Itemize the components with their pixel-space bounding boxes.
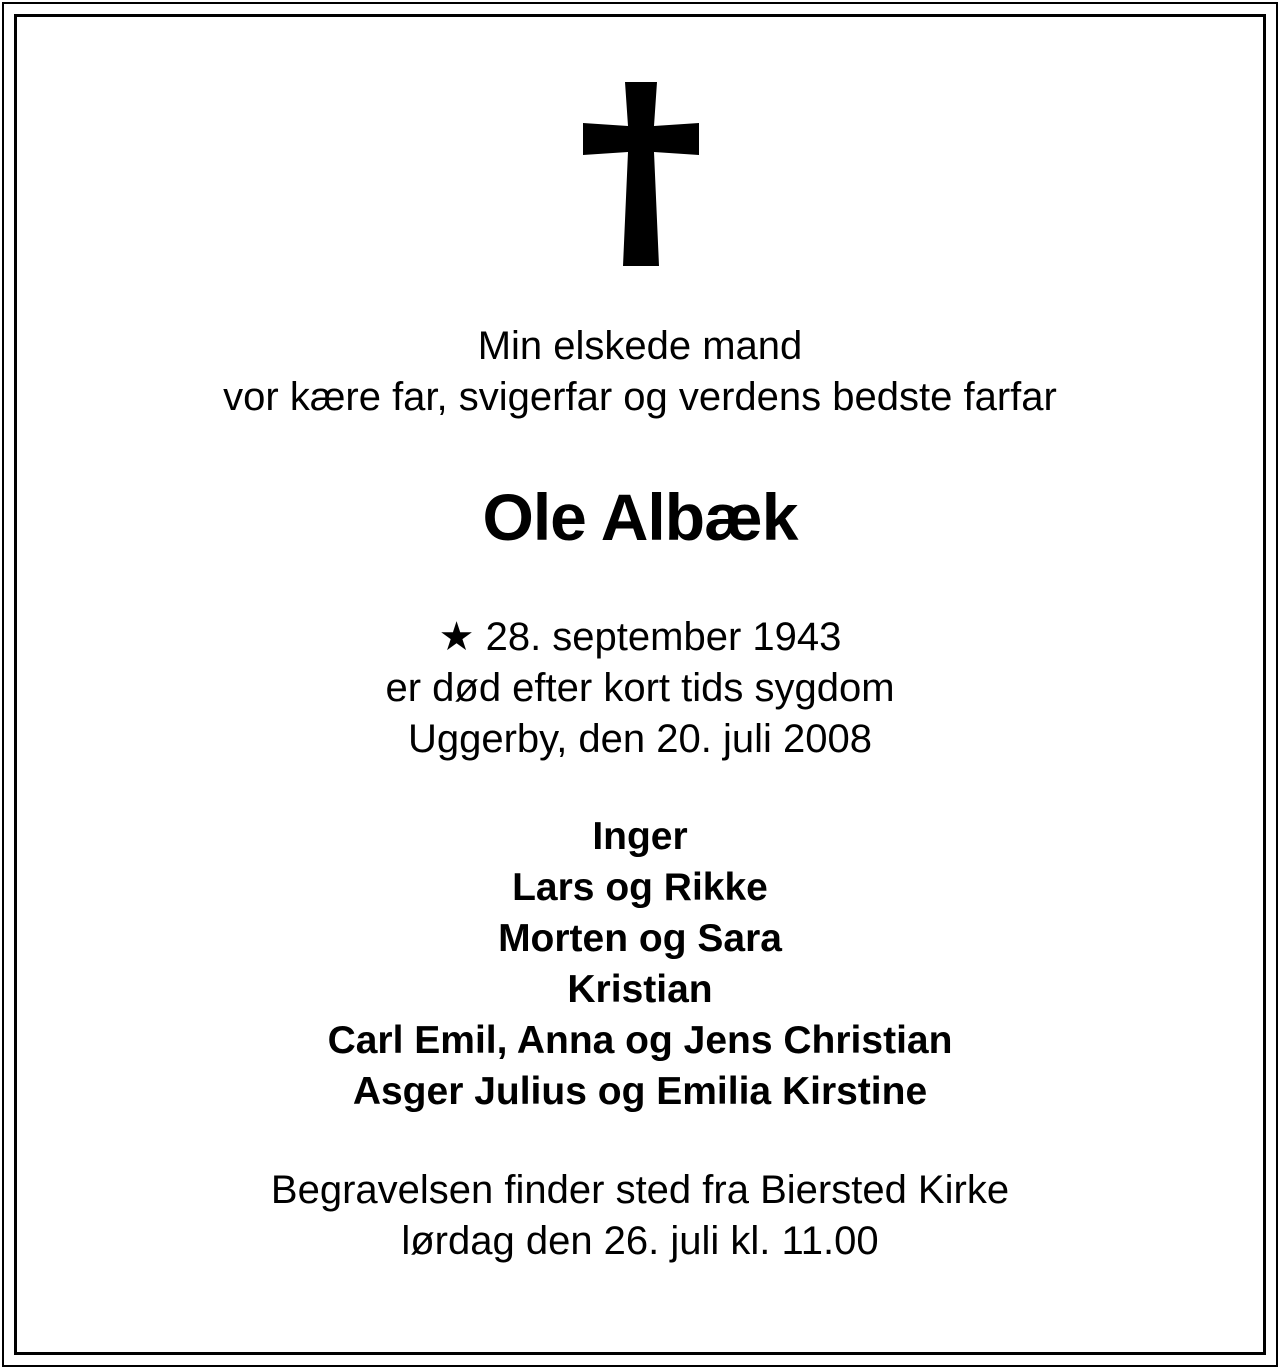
cross-icon <box>583 82 699 266</box>
deceased-name: Ole Albæk <box>482 480 798 554</box>
funeral-time: lørdag den 26. juli kl. 11.00 <box>401 1219 879 1263</box>
death-place-date: Uggerby, den 20. juli 2008 <box>407 717 873 761</box>
family-member: Inger <box>592 815 688 858</box>
death-notice: er død efter kort tids sygdom <box>385 666 895 710</box>
birth-date: ★ 28. september 1943 <box>438 615 842 659</box>
intro-line-1: Min elskede mand <box>477 324 803 368</box>
family-member: Carl Emil, Anna og Jens Christian <box>327 1019 953 1062</box>
family-member: Morten og Sara <box>498 917 782 960</box>
funeral-location: Begravelsen finder sted fra Biersted Kirke <box>270 1168 1010 1212</box>
family-member: Kristian <box>567 968 713 1011</box>
family-member: Asger Julius og Emilia Kirstine <box>352 1070 928 1113</box>
intro-line-2: vor kære far, svigerfar og verdens bedste farfar <box>223 375 1057 419</box>
family-member: Lars og Rikke <box>512 866 768 909</box>
